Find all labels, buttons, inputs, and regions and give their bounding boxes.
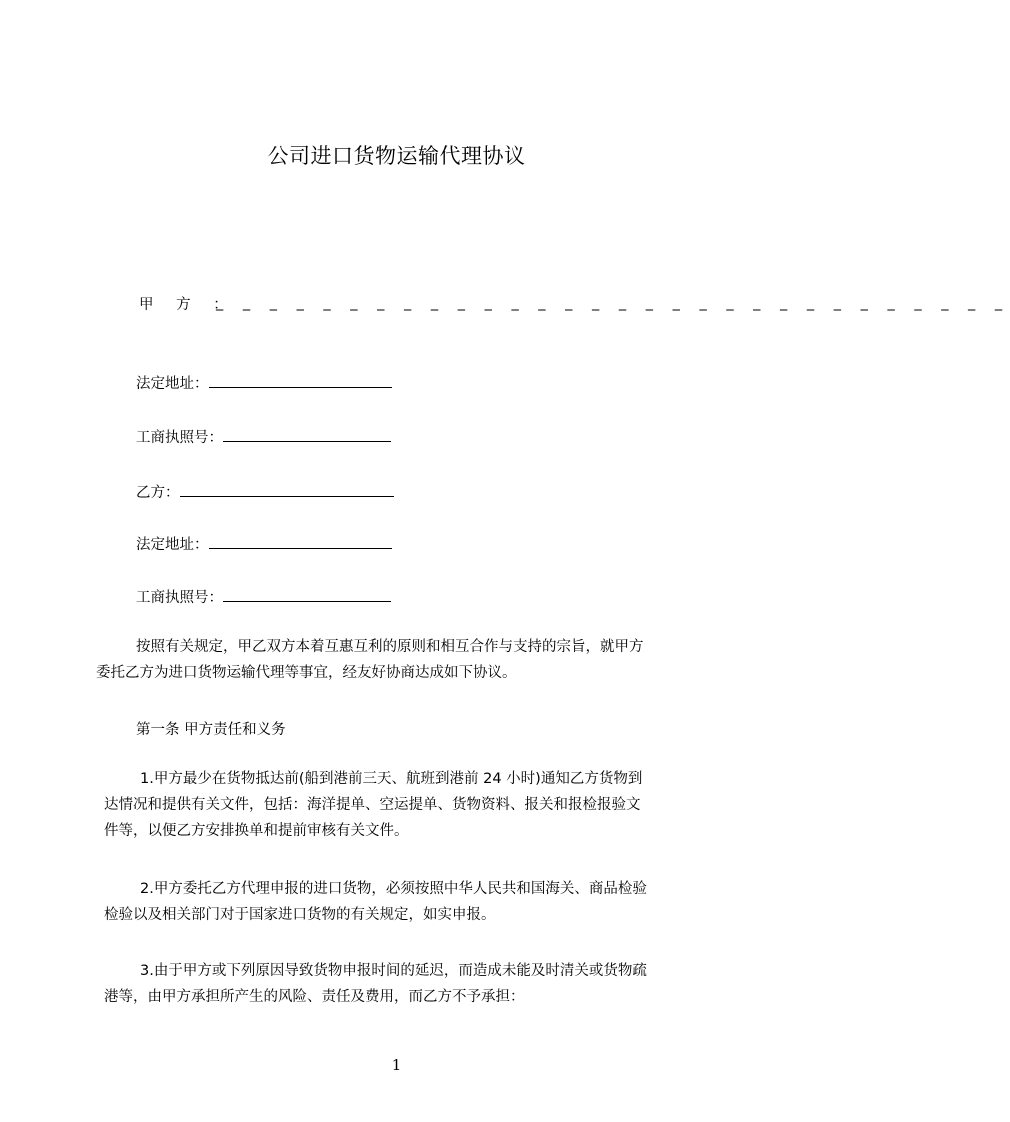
clause-2-line-1: 2.甲方委托乙方代理申报的进口货物，必须按照中华人民共和国海关、商品检验 xyxy=(140,881,647,897)
clause-1-line-1: 1.甲方最少在货物抵达前(船到港前三天、航班到港前 24 小时)通知乙方货物到 xyxy=(140,771,643,787)
document-title: 公司进口货物运输代理协议 xyxy=(267,144,526,168)
clause-3-line-1: 3.由于甲方或下列原因导致货物申报时间的延迟，而造成未能及时清关或货物疏 xyxy=(140,963,647,979)
party-b-label: 乙方： xyxy=(136,485,180,501)
party-a-blank: _ _ _ _ _ _ _ _ _ _ _ _ _ _ _ _ _ _ _ _ _ _ _ _ _ _ _ _ _ _ xyxy=(216,295,1010,311)
party-a-license-label: 工商执照号： xyxy=(136,430,223,446)
intro-line-1: 按照有关规定，甲乙双方本着互惠互利的原则和相互合作与支持的宗旨，就甲方 xyxy=(136,639,644,655)
clause-2-line-2: 检验以及相关部门对于国家进口货物的有关规定，如实申报。 xyxy=(104,907,496,923)
clause-2 xyxy=(104,876,706,928)
clause-1 xyxy=(104,766,706,844)
intro-paragraph xyxy=(96,634,702,686)
party-b-license-label: 工商执照号： xyxy=(136,590,223,606)
clause-1-line-3: 件等，以便乙方安排换单和提前审核有关文件。 xyxy=(104,823,409,839)
party-b-address-label: 法定地址： xyxy=(136,537,209,553)
party-b-address-blank xyxy=(209,535,392,549)
party-b-license-blank xyxy=(223,588,391,602)
party-b-blank xyxy=(180,483,394,497)
clause-1-line-2: 达情况和提供有关文件，包括：海洋提单、空运提单、货物资料、报关和报检报验文 xyxy=(104,797,641,813)
intro-line-2: 委托乙方为进口货物运输代理等事宜，经友好协商达成如下协议。 xyxy=(96,665,517,681)
party-b-license-line xyxy=(136,586,391,607)
party-b-address-line xyxy=(136,533,392,554)
party-b-line xyxy=(136,481,394,502)
party-a-license-line xyxy=(136,426,391,447)
party-a-address-label: 法定地址： xyxy=(136,376,209,392)
party-a-address-line xyxy=(136,372,392,393)
party-a-license-blank xyxy=(223,428,391,442)
clause-3 xyxy=(104,958,706,1010)
party-a-address-blank xyxy=(209,374,392,388)
party-a-label-text: 甲 方 ： xyxy=(139,297,237,313)
page-number: 1 xyxy=(391,1056,402,1074)
clause-3-line-2: 港等，由甲方承担所产生的风险、责任及费用，而乙方不予承担： xyxy=(104,989,525,1005)
article-1-heading: 第一条 甲方责任和义务 xyxy=(136,722,286,738)
